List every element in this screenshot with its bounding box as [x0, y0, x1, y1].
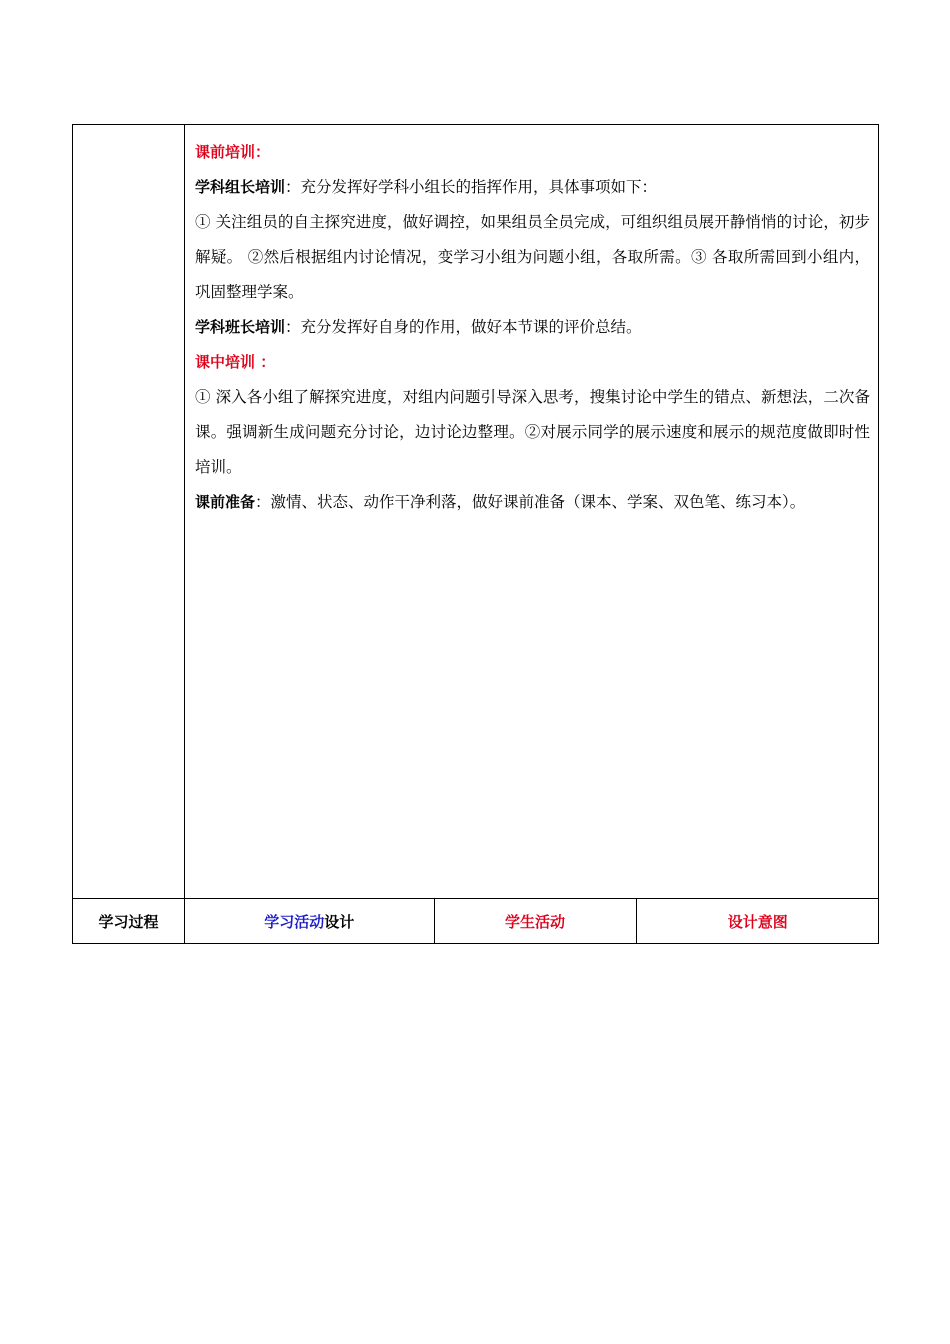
- left-empty-cell: [73, 125, 185, 899]
- group-leader-label: 学科组长培训: [195, 178, 286, 196]
- process-columns-cell: [185, 899, 879, 944]
- preparation-text: ：激情、状态、动作干净利落，做好课前准备（课本、学案、双色笔、练习本）。: [255, 493, 806, 511]
- preparation-label: 课前准备: [195, 493, 256, 511]
- lesson-plan-table: [72, 124, 879, 944]
- learning-process-label: 学习过程: [73, 899, 185, 944]
- class-monitor-training: [195, 310, 870, 345]
- design-intent-header: 设计意图: [636, 899, 879, 943]
- training-row: [73, 125, 879, 899]
- activity-design-header: [185, 899, 434, 943]
- student-activity-header: 学生活动: [434, 899, 636, 943]
- in-class-detail: ① 深入各小组了解探究进度，对组内问题引导深入思考，搜集讨论中学生的错点、新想法，二次备课。强调新生成问题充分讨论，边讨论边整理。②对展示同学的展示速度和展示的规范度做即时性培训。: [195, 388, 870, 476]
- preparation: [195, 485, 870, 520]
- group-leader-detail: ① 关注组员的自主探究进度，做好调控，如果组员全员完成，可组织组员展开静悄悄的讨论，初步解疑。 ②然后根据组内讨论情况，变学习小组为问题小组，各取所需。③ 各取所需回到小组内，巩固整理学案。: [195, 213, 870, 301]
- group-leader-training: [195, 170, 870, 205]
- pre-class-training-heading: [195, 135, 870, 170]
- class-monitor-label: 学科班长培训: [195, 318, 286, 336]
- process-columns: [185, 899, 879, 943]
- group-leader-text: ：充分发挥好学科小组长的指挥作用，具体事项如下：: [285, 178, 658, 196]
- activity-design-black-text: 设计: [324, 912, 355, 931]
- class-monitor-text: ：充分发挥好自身的作用，做好本节课的评价总结。: [285, 318, 642, 336]
- activity-design-blue-text: 学习活动: [264, 912, 325, 931]
- in-class-heading-text: 课中培训 ：: [195, 353, 276, 371]
- process-header-row: [73, 899, 879, 944]
- training-content-cell: [185, 125, 879, 899]
- in-class-training-heading: [195, 345, 870, 380]
- pre-class-heading-text: 课前培训：: [195, 143, 271, 161]
